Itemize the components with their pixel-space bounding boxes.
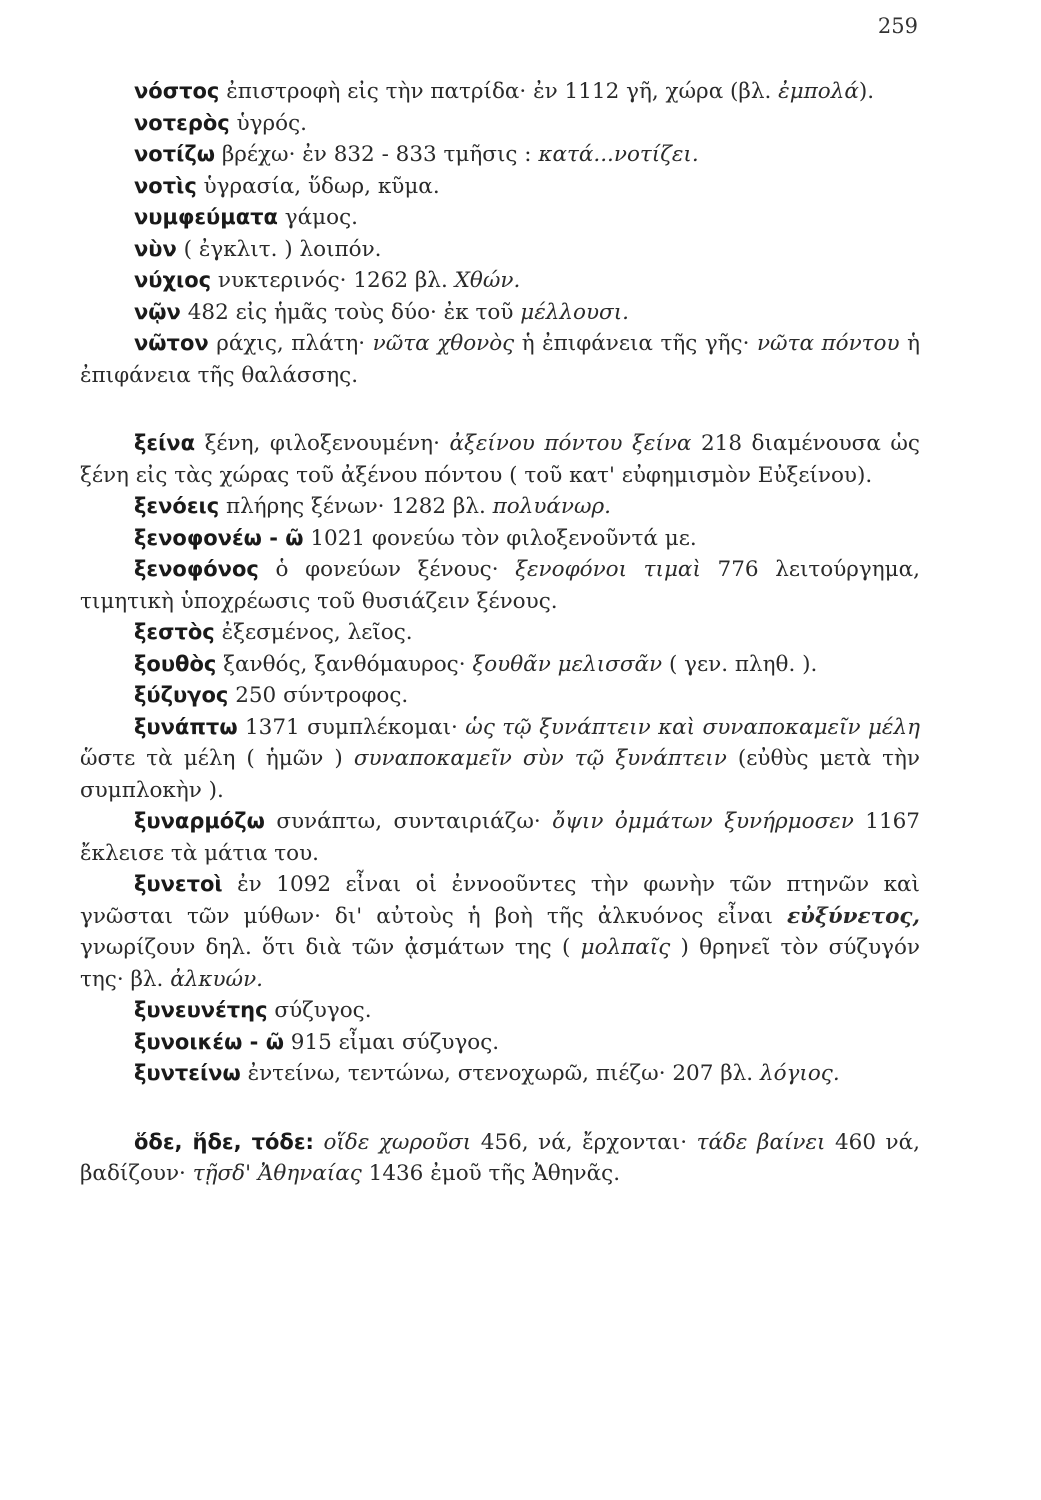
headword: ξενόεις [134,494,220,518]
dictionary-entry [80,328,920,391]
headword: ξενοφόνος [134,557,259,581]
headword: νῶτον [134,331,209,355]
dictionary-entry [80,649,920,681]
dictionary-entry [80,869,920,995]
dictionary-entry [80,554,920,617]
dictionary-entry [80,1127,920,1190]
definition-text: νυκτερινός· 1262 βλ. [211,268,455,293]
section-gap [80,391,920,428]
headword: ξυνάπτω [134,714,238,739]
definition-text: 1436 ἐμοῦ τῆς Ἀθηνᾶς. [361,1161,621,1186]
definition-text: πλήρης ξένων· 1282 βλ. [219,494,493,519]
section-nu [80,76,920,391]
headword: νῷν [134,299,181,324]
definition-text [314,1130,324,1155]
definition-text: ἐντείνω, τεντώνω, στενοχωρῶ, πιέζω· 207 βλ. [240,1061,760,1086]
quotation-text: ἀξείνου πόντου ξείνα [449,431,692,456]
definition-text: ἐν 1092 εἶναι οἱ ἐννοοῦντες τὴν φωνὴν τῶν πτηνῶν καὶ γνῶσται τῶν μύθων· δι' αὐτοὺς ἡ βοὴ τῆς ἀλκυόνος εἶναι [80,872,920,929]
dictionary-entry [80,1058,920,1090]
definition-text: ἐξεσμένος, λεῖος. [214,620,413,645]
definition-text: ). [858,79,875,104]
section-omicron [80,1127,920,1190]
quotation-text: κατά...νοτίζει. [538,142,699,167]
quotation-text: ξενοφόνοι τιμαὶ [515,557,701,582]
headword: νοτερὸς [134,110,230,135]
headword: ξυναρμόζω [134,809,265,833]
headword: ξουθὸς [134,651,217,676]
dictionary-entry [80,265,920,297]
quotation-text: μολπαῖς [580,935,671,960]
dictionary-entry [80,523,920,555]
headword: ξυνευνέτης [134,998,268,1022]
definition-text: ( ἐγκλιτ. ) λοιπόν. [176,236,382,262]
definition-text: βρέχω· ἐν 832 - 833 τμῆσις : [214,142,539,167]
dictionary-entry [80,234,920,266]
headword: ξύζυγος [134,683,229,707]
dictionary-entry [80,428,920,491]
definition-text: γνωρίζουν δηλ. ὅτι διὰ τῶν ᾀσμάτων της ( [80,935,581,960]
definition-text: ξένη, φιλοξενουμένη· [195,431,450,456]
dictionary-entry [80,202,920,234]
dictionary-entry [80,617,920,649]
quotation-text: μέλλουσι. [520,299,629,325]
headword: νὺν [134,236,177,261]
dictionary-entry [80,712,920,807]
headword: νοτὶς [134,173,197,198]
dictionary-entry [80,108,920,140]
definition-text: ( γεν. πληθ. ). [662,651,818,677]
quotation-text: τῇσδ' Ἀθηναίας [192,1161,362,1186]
definition-text: 250 σύντροφος. [228,683,409,708]
quotation-text: πολυάνωρ. [492,494,611,519]
headword: ξυνετοὶ [134,872,223,896]
definition-text: ἡ ἐπιφάνεια τῆς θαλάσσης. [80,331,920,388]
glossary-content [80,76,920,1190]
definition-text: ράχις, πλάτη· [208,331,373,356]
definition-text: 1371 συμπλέκομαι· [237,714,466,740]
quotation-text: ἀλκυών. [170,966,263,992]
headword: ξυντείνω [134,1061,241,1085]
definition-text: ὁ φονεύων ξένους· [258,557,516,582]
dictionary-entry [80,995,920,1027]
headword: ξείνα [134,431,196,455]
headword: νύχιος [134,268,212,292]
definition-text: ὑγρός. [229,110,307,136]
definition-text: 915 εἶμαι σύζυγος. [283,1029,500,1055]
dictionary-entry [80,680,920,712]
quotation-text: ἐμπολά [778,79,859,104]
definition-text: 218 διαμένουσα ὡς ξένη εἰς τὰς χώρας τοῦ ἀξένου πόντου ( τοῦ κατ' εὐφημισμὸν Εὐξείνου). [80,431,920,488]
dictionary-entry [80,1027,920,1059]
quotation-text: εὐξύνετος, [786,903,920,929]
definition-text: ἐπιστροφὴ εἰς τὴν πατρίδα· ἐν 1112 γῆ, χώρα (βλ. [219,79,779,104]
dictionary-entry [80,139,920,171]
definition-text: ἡ ἐπιφάνεια τῆς γῆς· [514,331,757,356]
quotation-text: τάδε βαίνει [696,1129,826,1155]
headword: ξενοφονέω - ῶ [134,525,304,550]
quotation-text: λόγιος. [759,1061,840,1086]
quotation-text: νῶτα χθονὸς [372,331,515,356]
definition-text: 456, νά, ἔρχονται· [471,1129,697,1155]
definition-text: συνάπτω, συνταιριάζω· [264,809,553,834]
quotation-text: ὄψιν ὀμμάτων ξυνήρμοσεν [552,809,854,834]
quotation-text: ὡς τῷ ξυνάπτειν καὶ συναποκαμεῖν μέλη [465,714,920,740]
definition-text: 482 εἰς ἡμᾶς τοὺς δύο· ἐκ τοῦ [180,299,521,325]
definition-text: ξανθός, ξανθόμαυρος· [216,651,473,677]
headword: ὅδε, ἥδε, τόδε: [134,1129,314,1154]
quotation-text: ξουθᾶν μελισσᾶν [472,651,663,677]
dictionary-entry [80,76,920,108]
dictionary-entry [80,806,920,869]
quotation-text: συναποκαμεῖν σὺν τῷ ξυνάπτειν [353,746,727,771]
headword: νυμφεύματα [134,205,278,229]
dictionary-entry [80,297,920,329]
quotation-text: Χθών. [454,268,521,293]
quotation-text: οἵδε χωροῦσι [323,1129,472,1155]
definition-text: σύζυγος. [267,998,372,1023]
definition-text: ὑγρασία, ὕδωρ, κῦμα. [196,173,440,199]
headword: ξυνοικέω - ῶ [134,1029,284,1054]
quotation-text: νῶτα πόντου [756,331,900,356]
headword: νόστος [134,79,220,103]
section-xi [80,428,920,1090]
page-number: 259 [877,14,918,38]
definition-text: 1167 ἔκλεισε τὰ μάτια του. [80,809,920,866]
headword: νοτίζω [134,142,215,166]
definition-text: γάμος. [277,205,358,230]
definition-text: (εὐθὺς μετὰ τὴν συμπλοκὴν ). [80,746,920,803]
definition-text: ὥστε τὰ μέλη ( ἡμῶν ) [80,746,354,771]
headword: ξεστὸς [134,620,215,644]
definition-text: 776 λειτούργημα, τιμητικὴ ὑποχρέωσις τοῦ θυσιάζειν ξένους. [80,557,920,614]
section-gap [80,1090,920,1127]
definition-text: 1021 φονεύω τὸν φιλοξενοῦντά με. [303,525,697,551]
dictionary-entry [80,491,920,523]
definition-text: 460 νά, βαδίζουν· [80,1129,920,1186]
dictionary-entry [80,171,920,203]
definition-text: ) θρηνεῖ τὸν σύζυγόν της· βλ. [80,935,920,992]
